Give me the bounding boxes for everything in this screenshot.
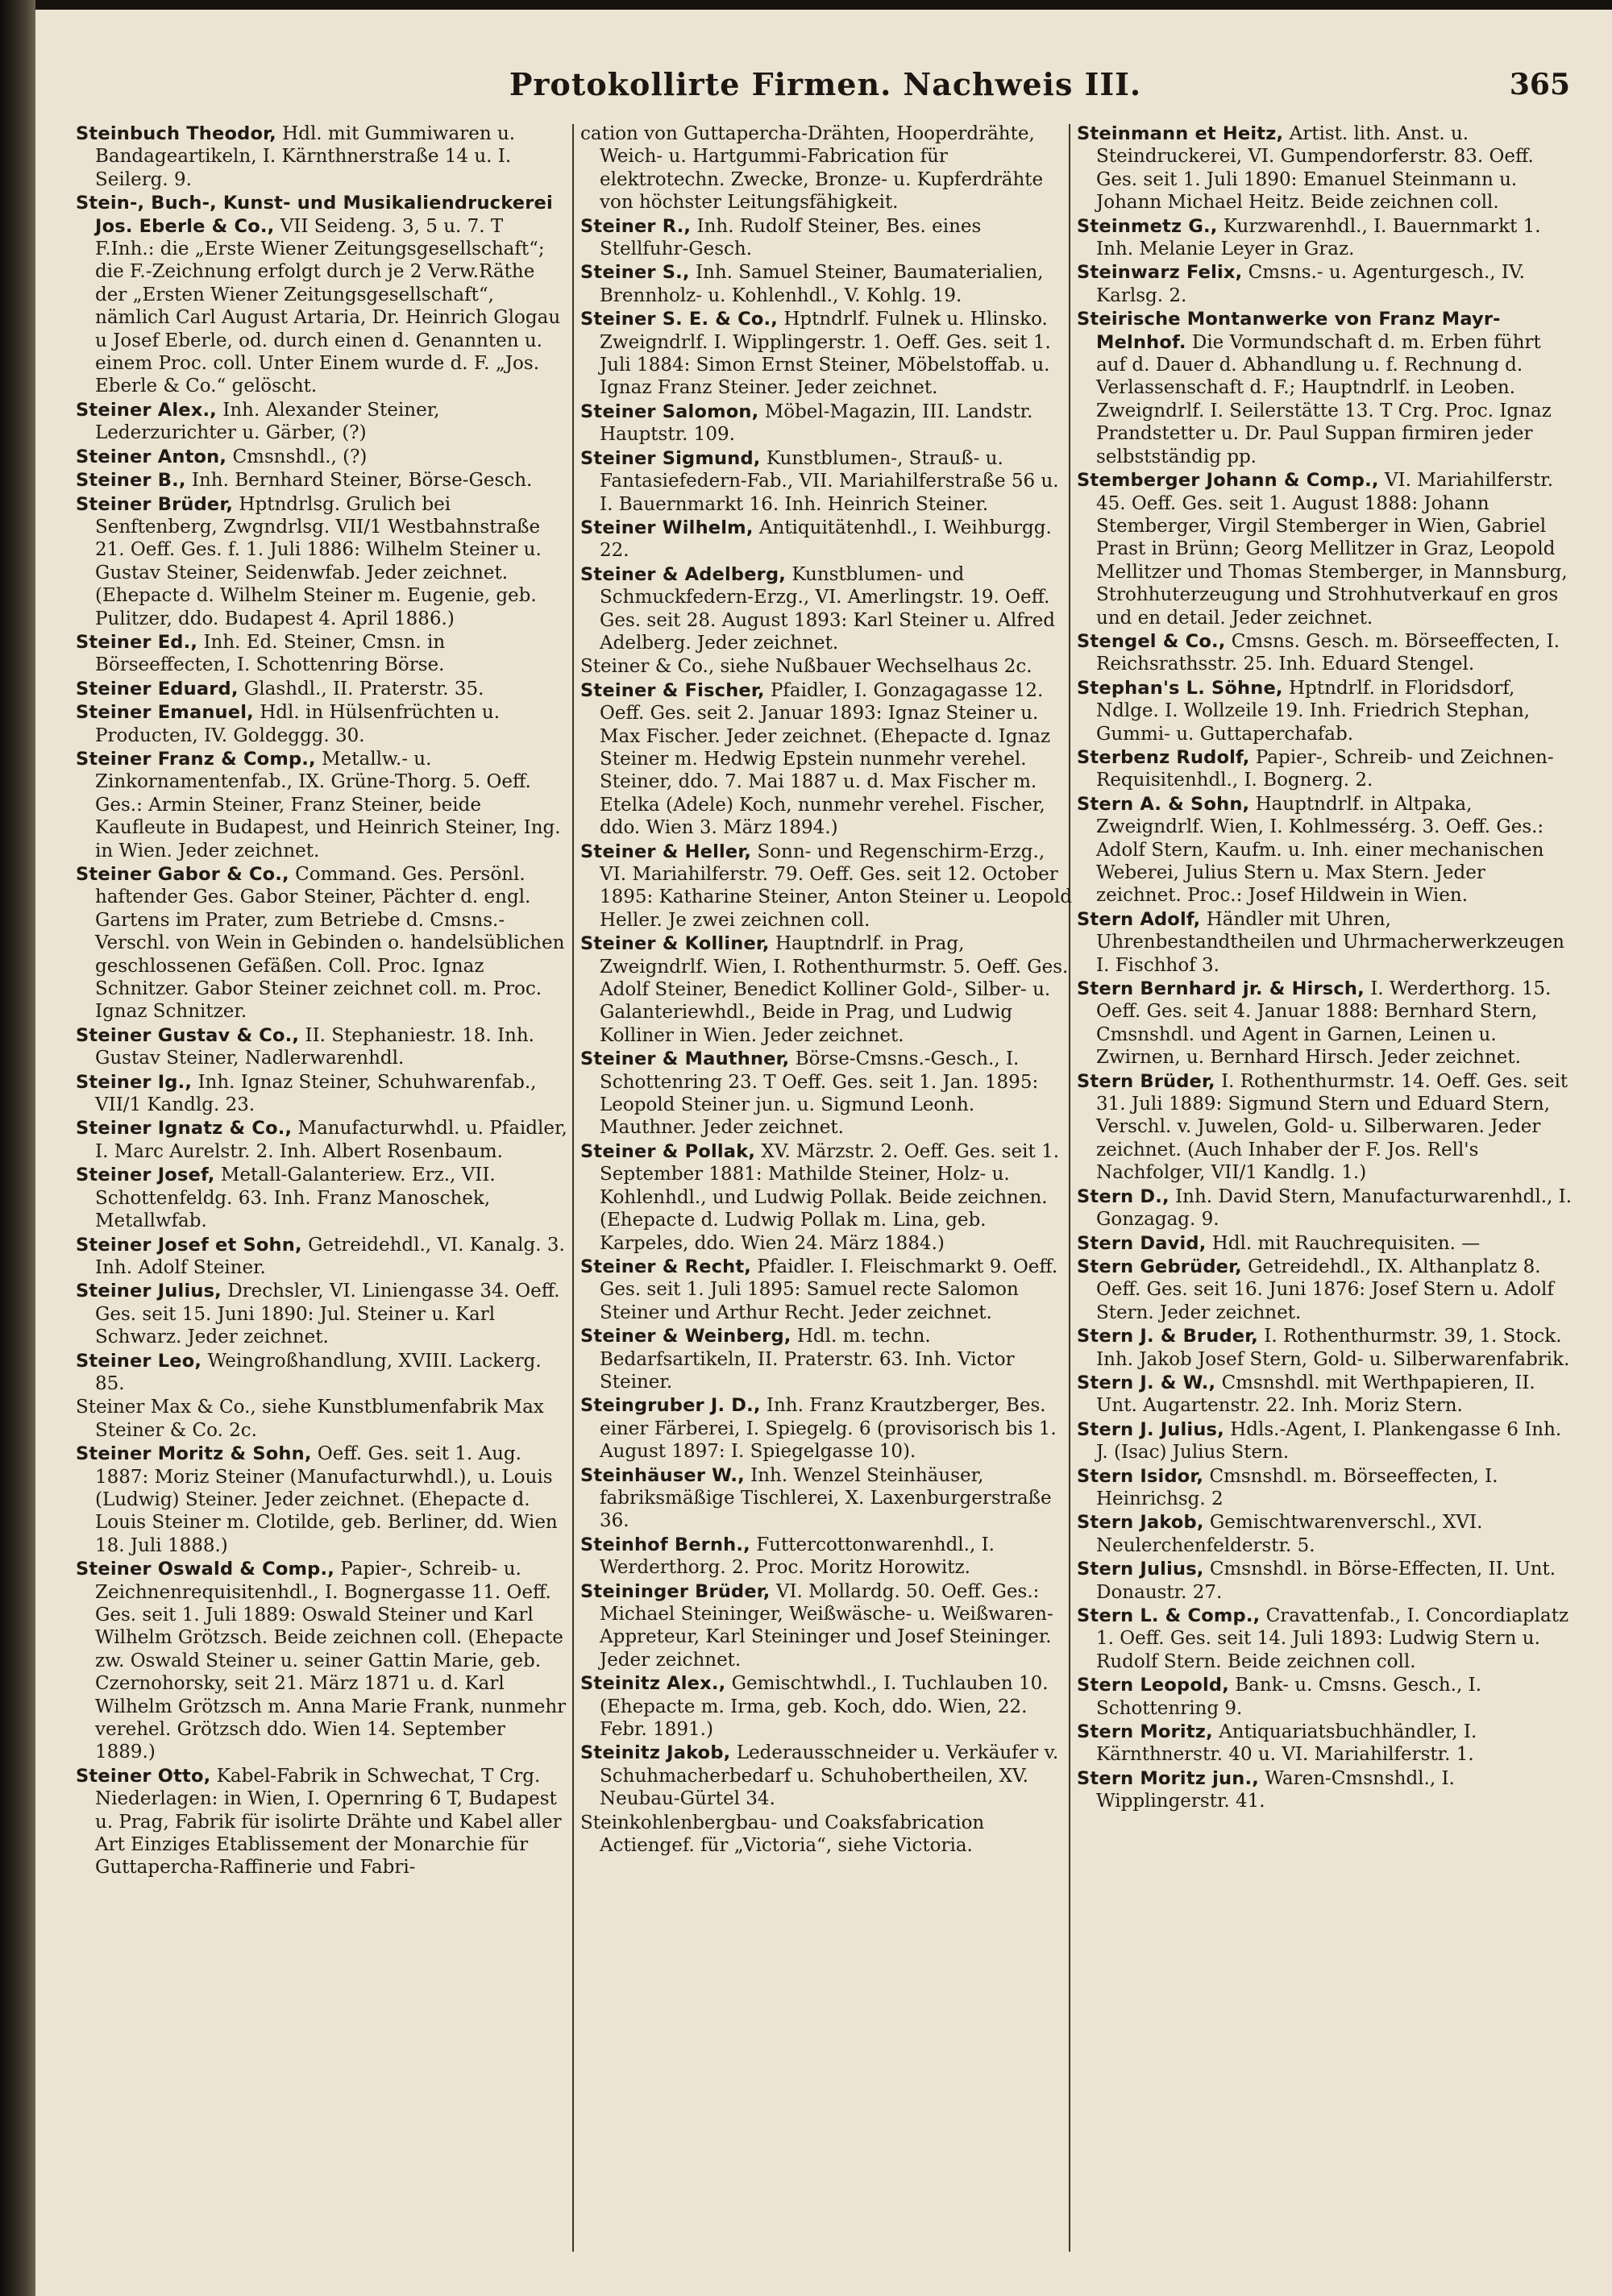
firm-name: Steiner Wilhelm, <box>580 517 754 538</box>
page-header <box>35 66 1612 114</box>
directory-entry <box>1077 1325 1573 1371</box>
firm-name: Steiner Otto, <box>76 1765 211 1787</box>
firm-name: Steinmann et Heitz, <box>1077 123 1284 144</box>
firm-name: Stern Moritz, <box>1077 1721 1213 1743</box>
firm-name: Steiner Josef, <box>76 1165 215 1186</box>
page-number: 365 <box>1509 68 1570 102</box>
entry-details: Gemischtwhdl., I. Tuchlauben 10. (Ehepacte m. Irma, geb. Koch, ddo. Wien, 22. Febr. 1891.) <box>600 1673 1049 1741</box>
directory-entry <box>580 517 1072 563</box>
entry-details: Getreidehdl., IX. Althanplatz 8. Oeff. Ges. seit 16. Juni 1876: Josef Stern u. Adolf Stern. Jeder zeichnet. <box>1096 1256 1554 1323</box>
entry-details: Getreidehdl., VI. Kanalg. 3. Inh. Adolf Steiner. <box>95 1234 565 1278</box>
firm-name: Stengel & Co., <box>1077 630 1226 652</box>
entry-details: I. Rothenthurmstr. 39, 1. Stock. Inh. Jakob Josef Stern, Gold- u. Silberwarenfabrik. <box>1096 1326 1570 1370</box>
entry-details: Inh. Wenzel Steinhäuser, fabriksmäßige Tischlerei, X. Laxenburgerstraße 36. <box>600 1464 1052 1532</box>
entry-details: Glashdl., II. Praterstr. 35. <box>243 678 484 700</box>
entry-details: Inh. Ignaz Steiner, Schuhwarenfab., VII/1 Kandlg. 23. <box>95 1071 537 1116</box>
firm-name: Steiner R., <box>580 215 692 237</box>
firm-name: Stern Gebrüder, <box>1077 1256 1242 1277</box>
entry-details: Inh. David Stern, Manufacturwarenhdl., I. Gonzagag. 9. <box>1096 1185 1573 1231</box>
firm-name: Steirische Montanwerke von Franz Mayr-Melnhof. <box>1077 309 1501 353</box>
entry-details: Inh. Ed. Steiner, Cmsn. in Börseeffecten, I. Schottenring Börse. <box>95 631 446 676</box>
directory-entry <box>1077 122 1573 214</box>
directory-entry <box>76 1164 567 1232</box>
entry-details: Möbel-Magazin, III. Landstr. Hauptstr. 109. <box>600 401 1033 446</box>
firm-name: Steiner & Recht, <box>580 1256 752 1277</box>
directory-entry <box>1077 1511 1573 1557</box>
entry-details: Hptndrlf. Fulnek u. Hlinsko. Zweigndrlf. I. Wipplingerstr. 1. Oeff. Ges. seit 1. Juli 1884: Simon Ernst Steiner, Möbelstoffab. u. Ignaz Franz Steiner. Jeder zeichnet. <box>600 309 1051 399</box>
entry-details: Hdl. in Hülsenfrüchten u. Producten, IV. Goldeggg. 30. <box>95 702 501 746</box>
firm-name: Steiner Gustav & Co., <box>76 1024 300 1046</box>
directory-entry <box>580 122 1072 214</box>
directory-entry <box>580 215 1072 261</box>
directory-entry <box>1077 1232 1573 1255</box>
entry-details: XV. Märzstr. 2. Oeff. Ges. seit 1. September 1881: Mathilde Steiner, Holz- u. Kohlenhdl., und Ludwig Pollak. Beide zeichnen. (Ehepacte d. Ludwig Pollak m. Lina, geb. Karpeles, ddo. Wien 24. März 1884.) <box>600 1140 1060 1254</box>
firm-name: Stemberger Johann & Comp., <box>1077 470 1379 492</box>
firm-name: Steiner Eduard, <box>76 678 239 700</box>
directory-entry <box>580 1742 1072 1810</box>
entry-details: Cmsns. Gesch. m. Börseeffecten, I. Reichsrathsstr. 25. Inh. Eduard Stengel. <box>1096 630 1560 675</box>
directory-entry <box>580 679 1072 840</box>
entry-details: cation von Guttapercha-Drähten, Hooperdrähte, Weich- u. Hartgummi-Fabrication für elektrotechn. Zwecke, Bronze- u. Kupferdrähte von höchster Leitungsfähigkeit. <box>580 123 1044 214</box>
directory-entry <box>1077 1070 1573 1185</box>
entry-details: Kunstblumen- und Schmuckfedern-Erzg., VI. Amerlingstr. 19. Oeff. Ges. seit 28. August 1893: Karl Steiner u. Alfred Adelberg. Jeder zeichnet. <box>600 563 1056 654</box>
directory-entry <box>580 841 1072 932</box>
firm-name: Stern J. & Bruder, <box>1077 1326 1258 1347</box>
directory-entry <box>580 1580 1072 1672</box>
directory-entry <box>76 192 567 398</box>
firm-name: Steiner Brüder, <box>76 493 234 515</box>
entry-details: Kabel-Fabrik in Schwechat, T Crg. Niederlagen: in Wien, I. Opernring 6 T, Budapest u. Prag, Fabrik für isolirte Drähte und Kabel aller Art Einziges Etablissement der Monarchie für Guttapercha-Raffinerie und Fabri- <box>95 1765 562 1879</box>
firm-name: Steiner Moritz & Sohn, <box>76 1443 312 1465</box>
entry-details: VII Seideng. 3, 5 u. 7. T F.Inh.: die „Erste Wiener Zeitungsgesellschaft“; die F.-Zeichnung erfolgt durch je 2 Verw.Räthe der „Ersten Wiener Zeitungsgesellschaft“, nämlich Carl August Artaria, Dr. Heinrich Glogau u Josef Eberle, od. durch einen d. Genannten u. einem Proc. coll. Unter Einem wurde d. F. „Jos. Eberle & Co.“ gelöscht. <box>95 215 561 397</box>
page-title: Protokollirte Firmen. Nachweis III. <box>509 66 1142 102</box>
entry-details: I. Werderthorg. 15. Oeff. Ges. seit 4. Januar 1888: Bernhard Stern, Cmsnshdl. und Agent in Garnen, Leinen u. Zwirnen, u. Bernhard Hirsch. Jeder zeichnet. <box>1096 978 1552 1069</box>
entry-details: Artist. lith. Anst. u. Steindruckerei, VI. Gumpendorferstr. 83. Oeff. Ges. seit 1. Juli 1890: Emanuel Steinmann u. Johann Michael Heitz. Beide zeichnen coll. <box>1096 123 1534 214</box>
directory-entry <box>580 1140 1072 1255</box>
directory-entry <box>1077 1674 1573 1720</box>
entry-details: Hptndrlsg. Grulich bei Senftenberg, Zwgndrlsg. VII/1 Westbahnstraße 21. Oeff. Ges. f. 1. Juli 1886: Wilhelm Steiner u. Gustav Steiner, Seidenwfab. Jeder zeichnet. (Ehepacte d. Wilhelm Steiner m. Eugenie, geb. Pulitzer, ddo. Budapest 4. April 1886.) <box>95 493 542 629</box>
firm-name: Steiner & Fischer, <box>580 679 765 701</box>
firm-name: Steiner S., <box>580 262 690 284</box>
binding-gutter <box>0 0 35 2296</box>
directory-entry <box>1077 215 1573 261</box>
directory-entry <box>76 863 567 1023</box>
entry-details: Steinkohlenbergbau- und Coaksfabrication Actiengef. für „Victoria“, siehe Victoria. <box>580 1812 985 1857</box>
directory-entry <box>76 1558 567 1764</box>
directory-entry <box>76 1024 567 1070</box>
directory-entry <box>1077 746 1573 792</box>
firm-name: Steiner Anton, <box>76 446 227 467</box>
entry-details: Bank- u. Cmsns. Gesch., I. Schottenring 9. <box>1096 1675 1482 1719</box>
directory-entry <box>1077 978 1573 1069</box>
directory-entry <box>580 1812 1072 1858</box>
firm-name: Steiner Leo, <box>76 1350 202 1372</box>
firm-name: Steiner Ignatz & Co., <box>76 1118 293 1140</box>
firm-name: Steingruber J. D., <box>580 1395 761 1417</box>
firm-name: Steiner Ed., <box>76 631 198 653</box>
firm-name: Steiner Ig., <box>76 1071 193 1093</box>
directory-entry <box>1077 630 1573 676</box>
entry-details: Kunstblumen-, Strauß- u. Fantasiefedern-Fab., VII. Mariahilferstraße 56 u. I. Bauernmarkt 16. Inh. Heinrich Steiner. <box>600 447 1059 515</box>
entry-details: Hauptndrlf. in Prag, Zweigndrlf. Wien, I. Rothenthurmstr. 5. Oeff. Ges. Adolf Steiner, Benedict Kolliner Gold-, Silber- u. Galanteriewhdl., Beide in Prag, und Ludwig Kolliner in Wien. Jeder zeichnet. <box>600 933 1069 1046</box>
entry-details: Händler mit Uhren, Uhrenbestandtheilen und Uhrmacherwerkzeugen I. Fischhof 3. <box>1096 908 1564 976</box>
directory-entry <box>580 308 1072 400</box>
entry-details: Cmsns.- u. Agenturgesch., IV. Karlsg. 2. <box>1096 262 1525 306</box>
directory-entry <box>76 1117 567 1163</box>
directory-entry <box>76 122 567 191</box>
firm-name: Stern Isidor, <box>1077 1465 1204 1487</box>
page <box>35 10 1612 2296</box>
firm-name: Steiner & Mauthner, <box>580 1048 790 1070</box>
firm-name: Stern Adolf, <box>1077 908 1201 930</box>
directory-entry <box>580 1256 1072 1324</box>
directory-entry <box>1077 1185 1573 1231</box>
directory-entry <box>580 932 1072 1047</box>
firm-name: Stern Julius, <box>1077 1559 1204 1580</box>
directory-entry <box>76 748 567 862</box>
firm-name: Stern Bernhard jr. & Hirsch, <box>1077 978 1365 1000</box>
firm-name: Steiner Salomon, <box>580 401 759 422</box>
directory-entry <box>580 1048 1072 1140</box>
firm-name: Steininger Brüder, <box>580 1580 771 1602</box>
firm-name: Stern Jakob, <box>1077 1512 1204 1534</box>
entry-details: Inh. Bernhard Steiner, Börse-Gesch. <box>191 470 533 492</box>
directory-entry <box>1077 469 1573 629</box>
entry-details: Manufacturwhdl. u. Pfaidler, I. Marc Aurelstr. 2. Inh. Albert Rosenbaum. <box>95 1118 567 1162</box>
entry-details: Cravattenfab., I. Concordiaplatz 1. Oeff. Ges. seit 14. Juli 1893: Ludwig Stern u. Rudolf Stern. Beide zeichnen coll. <box>1096 1605 1569 1672</box>
directory-entry <box>76 1350 567 1396</box>
firm-name: Stern L. & Comp., <box>1077 1605 1261 1626</box>
entry-details: Cmsnshdl. mit Werthpapieren, II. Unt. Augartenstr. 22. Inh. Moriz Stern. <box>1096 1372 1535 1417</box>
directory-entry <box>1077 908 1573 977</box>
entry-details: Pfaidler. I. Fleischmarkt 9. Oeff. Ges. seit 1. Juli 1895: Samuel recte Salomon Steiner und Arthur Recht. Jeder zeichnet. <box>600 1256 1058 1323</box>
firm-name: Stern J. & W., <box>1077 1372 1216 1393</box>
entry-details: Metallw.- u. Zinkornamentenfab., IX. Grüne-Thorg. 5. Oeff. Ges.: Armin Steiner, Franz Steiner, beide Kaufleute in Budapest, und Heinrich Steiner, Ing. in Wien. Jeder zeichnet. <box>95 748 561 862</box>
firm-name: Steinhäuser W., <box>580 1464 745 1486</box>
entry-details: Papier-, Schreib- und Zeichnen-Requisitenhdl., I. Bognerg. 2. <box>1096 746 1554 791</box>
entry-details: Inh. Alexander Steiner, Lederzurichter u. Gärber, (?) <box>95 399 440 444</box>
directory-entry <box>580 447 1072 516</box>
entry-details: Inh. Franz Krautzberger, Bes. einer Färberei, I. Spiegelg. 6 (provisorisch bis 1. August 1897: I. Spiegelgasse 10). <box>600 1395 1057 1463</box>
entry-details: Hdl. mit Gummiwaren u. Bandageartikeln, I. Kärnthnerstraße 14 u. I. Seilerg. 9. <box>95 123 516 190</box>
firm-name: Steiner Oswald & Comp., <box>76 1559 334 1580</box>
firm-name: Steinbuch Theodor, <box>76 123 276 144</box>
entry-details: Steiner Max & Co., siehe Kunstblumenfabrik Max Steiner & Co. 2c. <box>76 1397 544 1441</box>
directory-entry <box>1077 1465 1573 1511</box>
firm-name: Steinitz Alex., <box>580 1673 726 1695</box>
entry-details: Weingroßhandlung, XVIII. Lackerg. 85. <box>95 1350 542 1394</box>
directory-entry <box>76 1396 567 1442</box>
directory-entry <box>580 563 1072 655</box>
entry-details: Papier-, Schreib- u. Zeichnenrequisitenhdl., I. Bognergasse 11. Oeff. Ges. seit 1. Juli 1889: Oswald Steiner und Karl Wilhelm Grötzsch. Beide zeichnen coll. (Ehepacte zw. Oswald Steiner u. seiner Gattin Marie, geb. Czernohorsky, seit 21. März 1871 u. d. Karl Wilhelm Grötzsch m. Anna Marie Frank, nunmehr verehel. Grötzsch ddo. Wien 14. September 1889.) <box>95 1559 567 1763</box>
directory-entry <box>1077 1256 1573 1324</box>
entry-details: VI. Mariahilferstr. 45. Oeff. Ges. seit 1. August 1888: Johann Stemberger, Virgil Stemberger in Wien, Gabriel Prast in Brünn; Georg Mellitzer in Graz, Leopold Mellitzer und Thomas Stemberger, in Mannsburg, Strohhuterzeugung und Strohhutverkauf en gros und en detail. Jeder zeichnet. <box>1096 470 1568 629</box>
directory-entry <box>580 1672 1072 1741</box>
firm-name: Steiner Josef et Sohn, <box>76 1234 302 1256</box>
firm-name: Steinwarz Felix, <box>1077 262 1243 284</box>
firm-name: Sterbenz Rudolf, <box>1077 746 1250 768</box>
directory-entry <box>76 1071 567 1117</box>
directory-entry <box>580 1534 1072 1580</box>
entry-details: Pfaidler, I. Gonzagagasse 12. Oeff. Ges. seit 2. Januar 1893: Ignaz Steiner u. Max Fischer. Jeder zeichnet. (Ehepacte d. Ignaz Steiner m. Hedwig Epstein nunmehr verehel. Steiner, ddo. 7. Mai 1887 u. d. Max Fischer m. Etelka (Adele) Koch, nunmehr verehel. Fischer, ddo. Wien 3. März 1894.) <box>600 679 1051 839</box>
firm-name: Stephan's L. Söhne, <box>1077 677 1283 699</box>
entry-details: Hptndrlf. in Floridsdorf, Ndlge. I. Wollzeile 19. Inh. Friedrich Stephan, Gummi- u. Guttaperchafab. <box>1096 677 1531 745</box>
firm-name: Steiner Gabor & Co., <box>76 864 289 885</box>
firm-name: Steiner Franz & Comp., <box>76 748 316 770</box>
entry-details: Hauptndrlf. in Altpaka, Zweigndrlf. Wien, I. Kohlmessérg. 3. Oeff. Ges.: Adolf Stern, Kaufm. u. Inh. einer mechanischen Weberei, Julius Stern u. Max Stern. Jeder zeichnet. Proc.: Josef Hildwein in Wien. <box>1096 793 1544 907</box>
entry-details: Gemischtwarenverschl., XVI. Neulerchenfelderstr. 5. <box>1096 1512 1483 1556</box>
directory-entry <box>1077 1418 1573 1464</box>
directory-entry <box>1077 1767 1573 1813</box>
entry-details: II. Stephaniestr. 18. Inh. Gustav Steiner, Nadlerwarenhdl. <box>95 1024 534 1069</box>
entry-details: Cmsnshdl., (?) <box>232 446 368 467</box>
firm-name: Stein-, Buch-, Kunst- und Musikaliendruckerei Jos. Eberle & Co., <box>76 193 553 237</box>
firm-name: Stern D., <box>1077 1185 1170 1207</box>
entry-details: Waren-Cmsnshdl., I. Wipplingerstr. 41. <box>1096 1767 1455 1812</box>
entry-details: Sonn- und Regenschirm-Erzg., VI. Mariahilferstr. 79. Oeff. Ges. seit 12. October 1895: Katharine Steiner, Anton Steiner u. Leopold Heller. Je zwei zeichnen coll. <box>600 841 1072 931</box>
firm-name: Steiner Sigmund, <box>580 447 761 469</box>
entry-details: Metall-Galanteriew. Erz., VII. Schottenfeldg. 63. Inh. Franz Manoschek, Metallwfab. <box>95 1165 496 1232</box>
firm-name: Steiner & Heller, <box>580 841 752 862</box>
directory-entry <box>580 261 1072 307</box>
firm-name: Stern A. & Sohn, <box>1077 793 1250 815</box>
directory-entry <box>76 678 567 700</box>
firm-name: Steinitz Jakob, <box>580 1742 731 1764</box>
directory-entry <box>76 631 567 677</box>
directory-entry <box>1077 261 1573 307</box>
directory-entry <box>76 469 567 492</box>
directory-entry <box>76 446 567 468</box>
directory-entry <box>1077 308 1573 468</box>
entry-details: Cmsnshdl. m. Börseeffecten, I. Heinrichsg. 2 <box>1096 1465 1498 1509</box>
column-1 <box>76 122 567 2266</box>
directory-entry <box>1077 1372 1573 1418</box>
directory-entry <box>580 655 1072 678</box>
firm-name: Stern J. Julius, <box>1077 1418 1224 1440</box>
firm-name: Steiner Julius, <box>76 1281 222 1302</box>
firm-name: Stern Leopold, <box>1077 1675 1229 1696</box>
entry-details: Hdl. mit Rauchrequisiten. — <box>1211 1232 1481 1254</box>
column-rule <box>572 124 574 2252</box>
directory-entry <box>76 399 567 445</box>
firm-name: Steiner & Adelberg, <box>580 563 787 585</box>
firm-name: Stern Moritz jun., <box>1077 1767 1259 1789</box>
entry-details: Die Vormundschaft d. m. Erben führt auf d. Dauer d. Abhandlung u. f. Rechnung d. Verlassenschaft d. F.; Hauptndrlf. in Leoben. Zweigndrlf. I. Seilerstätte 13. T Crg. Proc. Ignaz Prandstetter u. Dr. Paul Suppan firmiren jeder selbstständig pp. <box>1096 331 1552 467</box>
firm-name: Steiner S. E. & Co., <box>580 309 778 330</box>
entry-details: Antiquitätenhdl., I. Weihburgg. 22. <box>600 517 1052 562</box>
firm-name: Steinmetz G., <box>1077 215 1218 237</box>
directory-entry <box>76 493 567 630</box>
entry-details: Antiquariatsbuchhändler, I. Kärnthnerstr. 40 u. VI. Mariahilferstr. 1. <box>1096 1721 1477 1766</box>
firm-name: Steiner Alex., <box>76 399 217 421</box>
firm-name: Steiner & Weinberg, <box>580 1326 791 1347</box>
firm-name: Steiner & Kolliner, <box>580 933 770 955</box>
firm-name: Steiner & Pollak, <box>580 1140 756 1162</box>
directory-entry <box>76 1443 567 1557</box>
entry-details: Lederausschneider u. Verkäufer v. Schuhmacherbedarf u. Schuhobertheilen, XV. Neubau-Gürtel 34. <box>600 1742 1059 1810</box>
firm-name: Steiner Emanuel, <box>76 702 254 724</box>
entry-details: Inh. Samuel Steiner, Baumaterialien, Brennholz- u. Kohlenhdl., V. Kohlg. 19. <box>600 262 1044 306</box>
directory-entry <box>76 1765 567 1879</box>
directory-entry <box>1077 1605 1573 1673</box>
firm-name: Steiner B., <box>76 470 186 492</box>
entry-details: Drechsler, VI. Liniengasse 34. Oeff. Ges. seit 15. Juni 1890: Jul. Steiner u. Karl Schwarz. Jeder zeichnet. <box>95 1281 560 1348</box>
entry-details: I. Rothenthurmstr. 14. Oeff. Ges. seit 31. Juli 1889: Sigmund Stern und Eduard Stern, Verschl. v. Juwelen, Gold- u. Silberwaren. Jeder zeichnet. (Auch Inhaber der F. Jos. Rell's Nachfolger, VII/1 Kandlg. 1.) <box>1096 1070 1568 1184</box>
directory-entry <box>76 701 567 747</box>
entry-details: Börse-Cmsns.-Gesch., I. Schottenring 23. T Oeff. Ges. seit 1. Jan. 1895: Leopold Steiner jun. u. Sigmund Leonh. Mauthner. Jeder zeichnet. <box>600 1048 1039 1139</box>
entry-details: Cmsnshdl. in Börse-Effecten, II. Unt. Donaustr. 27. <box>1096 1559 1556 1603</box>
directory-entry <box>580 1464 1072 1533</box>
entry-details: Oeff. Ges. seit 1. Aug. 1887: Moriz Steiner (Manufacturwhdl.), u. Louis (Ludwig) Steiner. Jeder zeichnet. (Ehepacte d. Louis Steiner m. Clotilde, geb. Berliner, dd. Wien 18. Juli 1888.) <box>95 1443 558 1556</box>
entry-details: Inh. Rudolf Steiner, Bes. eines Stellfuhr-Gesch. <box>600 215 982 260</box>
directory-entry <box>580 1394 1072 1463</box>
entry-details: Kurzwarenhdl., I. Bauernmarkt 1. Inh. Melanie Leyer in Graz. <box>1096 215 1541 260</box>
directory-entry <box>1077 1721 1573 1767</box>
entry-details: Hdl. m. techn. Bedarfsartikeln, II. Praterstr. 63. Inh. Victor Steiner. <box>600 1326 1015 1393</box>
firm-name: Steinhof Bernh., <box>580 1534 750 1555</box>
entry-details: Hdls.-Agent, I. Plankengasse 6 Inh. J. (Isac) Julius Stern. <box>1096 1418 1562 1464</box>
entry-details: Futtercottonwarenhdl., I. Werderthorg. 2. Proc. Moritz Horowitz. <box>600 1534 995 1579</box>
firm-name: Stern Brüder, <box>1077 1070 1215 1092</box>
column-3 <box>1077 122 1573 2266</box>
directory-entry <box>1077 1558 1573 1604</box>
firm-name: Stern David, <box>1077 1232 1207 1254</box>
entry-details: Steiner & Co., siehe Nußbauer Wechselhaus 2c. <box>580 656 1032 678</box>
entry-details: Command. Ges. Persönl. haftender Ges. Gabor Steiner, Pächter d. engl. Gartens im Prater, zum Betriebe d. Cmsns.-Verschl. von Wein in Gebinden o. handelsüblichen geschlossenen Gefäßen. Coll. Proc. Ignaz Schnitzer. Gabor Steiner zeichnet coll. m. Proc. Ignaz Schnitzer. <box>95 864 565 1023</box>
entry-details: VI. Mollardg. 50. Oeff. Ges.: Michael Steininger, Weißwäsche- u. Weißwaren-Appreteur, Karl Steininger und Josef Steininger. Jeder zeichnet. <box>600 1580 1053 1671</box>
directory-entry <box>76 1280 567 1348</box>
directory-entry <box>1077 677 1573 745</box>
directory-entry <box>580 1325 1072 1393</box>
directory-entry <box>76 1234 567 1280</box>
directory-entry <box>580 401 1072 446</box>
directory-entry <box>1077 793 1573 907</box>
column-2 <box>580 122 1072 2266</box>
